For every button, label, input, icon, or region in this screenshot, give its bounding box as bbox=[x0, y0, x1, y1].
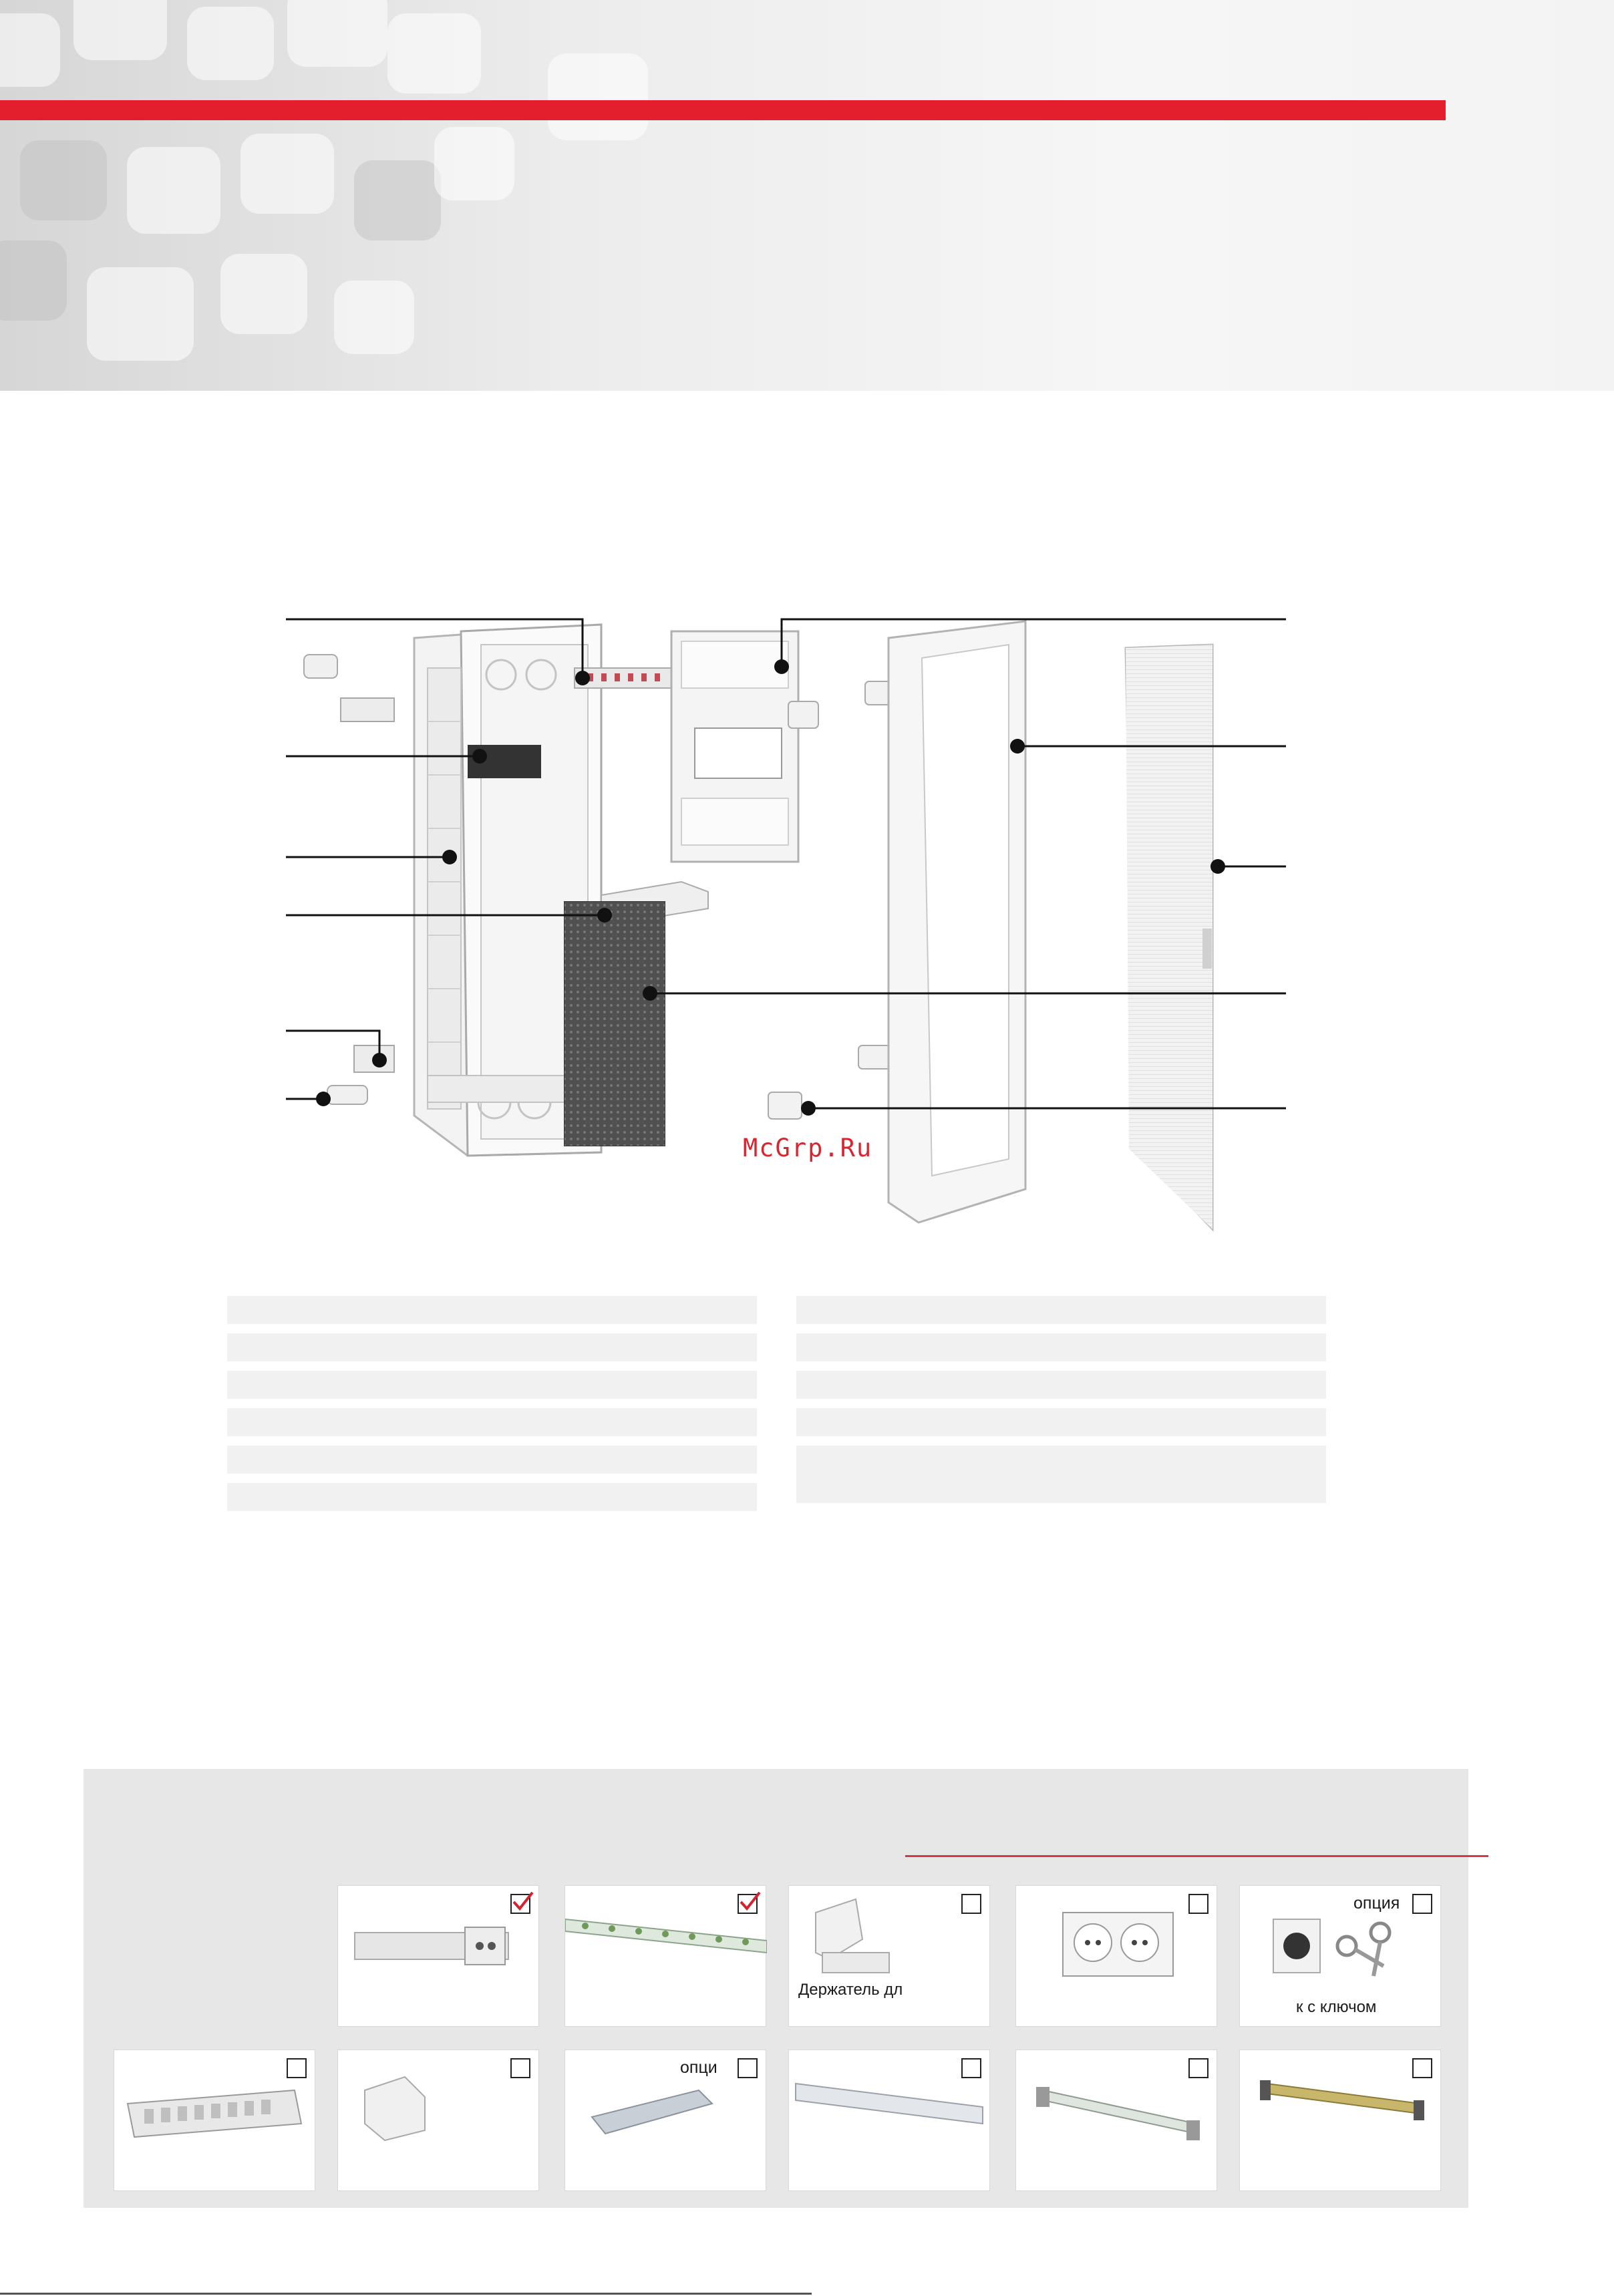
neutral-bar-icon bbox=[789, 2050, 991, 2192]
option-label: опция bbox=[1353, 1894, 1400, 1913]
comb-busbar-icon bbox=[114, 2050, 316, 2192]
table-row bbox=[227, 1296, 757, 1324]
end-stop-icon bbox=[338, 2050, 540, 2192]
cable-holder-icon bbox=[565, 2050, 767, 2192]
accessory-double-socket[interactable] bbox=[1015, 1885, 1217, 2027]
select-checkbox[interactable] bbox=[1188, 1894, 1208, 1914]
watermark-text: McGrp.Ru bbox=[743, 1134, 873, 1162]
accessory-caption: к с ключом bbox=[1296, 1998, 1377, 2016]
table-row bbox=[227, 1371, 757, 1399]
accessory-socket-rail-module[interactable] bbox=[337, 1885, 539, 2027]
table-row bbox=[227, 1483, 757, 1511]
select-checkbox[interactable] bbox=[961, 2058, 981, 2078]
select-checkbox[interactable] bbox=[1412, 2058, 1432, 2078]
table-row bbox=[796, 1333, 1326, 1361]
accessory-cable-holder[interactable] bbox=[564, 2049, 766, 2191]
table-row bbox=[796, 1371, 1326, 1399]
table-row bbox=[227, 1408, 757, 1436]
accessory-terminal-bar-mounted[interactable] bbox=[1015, 2049, 1217, 2191]
double-socket-icon bbox=[1016, 1886, 1218, 2027]
accessory-brass-terminal-bar[interactable] bbox=[1239, 2049, 1441, 2191]
accessory-end-stop[interactable] bbox=[337, 2049, 539, 2191]
brass-bar-icon bbox=[1240, 2050, 1442, 2192]
hinge bbox=[768, 1092, 802, 1119]
accessory-lock-with-key[interactable] bbox=[1239, 1885, 1441, 2027]
small-part bbox=[341, 698, 394, 721]
perforated-plate bbox=[564, 902, 665, 1146]
select-checkbox[interactable] bbox=[510, 2058, 530, 2078]
select-checkbox[interactable] bbox=[510, 1894, 530, 1914]
accessory-caption: Держатель дл bbox=[798, 1981, 903, 1999]
select-checkbox[interactable] bbox=[961, 1894, 981, 1914]
accessory-comb-busbar[interactable] bbox=[114, 2049, 315, 2191]
table-row bbox=[227, 1333, 757, 1361]
option-label: опци bbox=[680, 2058, 717, 2077]
holder-bracket-icon bbox=[789, 1886, 991, 2027]
terminal-bar-icon bbox=[1016, 2050, 1218, 2192]
table-row bbox=[796, 1446, 1326, 1503]
accessory-holder-bracket[interactable] bbox=[788, 1885, 990, 2027]
table-row bbox=[227, 1446, 757, 1474]
panel-red-line bbox=[905, 1855, 1488, 1857]
small-part bbox=[304, 655, 337, 678]
accessory-terminal-strip-green[interactable] bbox=[564, 1885, 766, 2027]
select-checkbox[interactable] bbox=[738, 1894, 758, 1914]
accessory-neutral-bar-grey[interactable] bbox=[788, 2049, 990, 2191]
door-frame bbox=[889, 621, 1025, 1222]
hinge bbox=[788, 701, 818, 728]
select-checkbox[interactable] bbox=[738, 2058, 758, 2078]
door-panel bbox=[1126, 645, 1213, 1229]
footer-line bbox=[0, 2293, 812, 2295]
select-checkbox[interactable] bbox=[287, 2058, 307, 2078]
select-checkbox[interactable] bbox=[1412, 1894, 1432, 1914]
select-checkbox[interactable] bbox=[1188, 2058, 1208, 2078]
table-row bbox=[796, 1408, 1326, 1436]
small-part bbox=[327, 1086, 367, 1104]
table-row bbox=[796, 1296, 1326, 1324]
